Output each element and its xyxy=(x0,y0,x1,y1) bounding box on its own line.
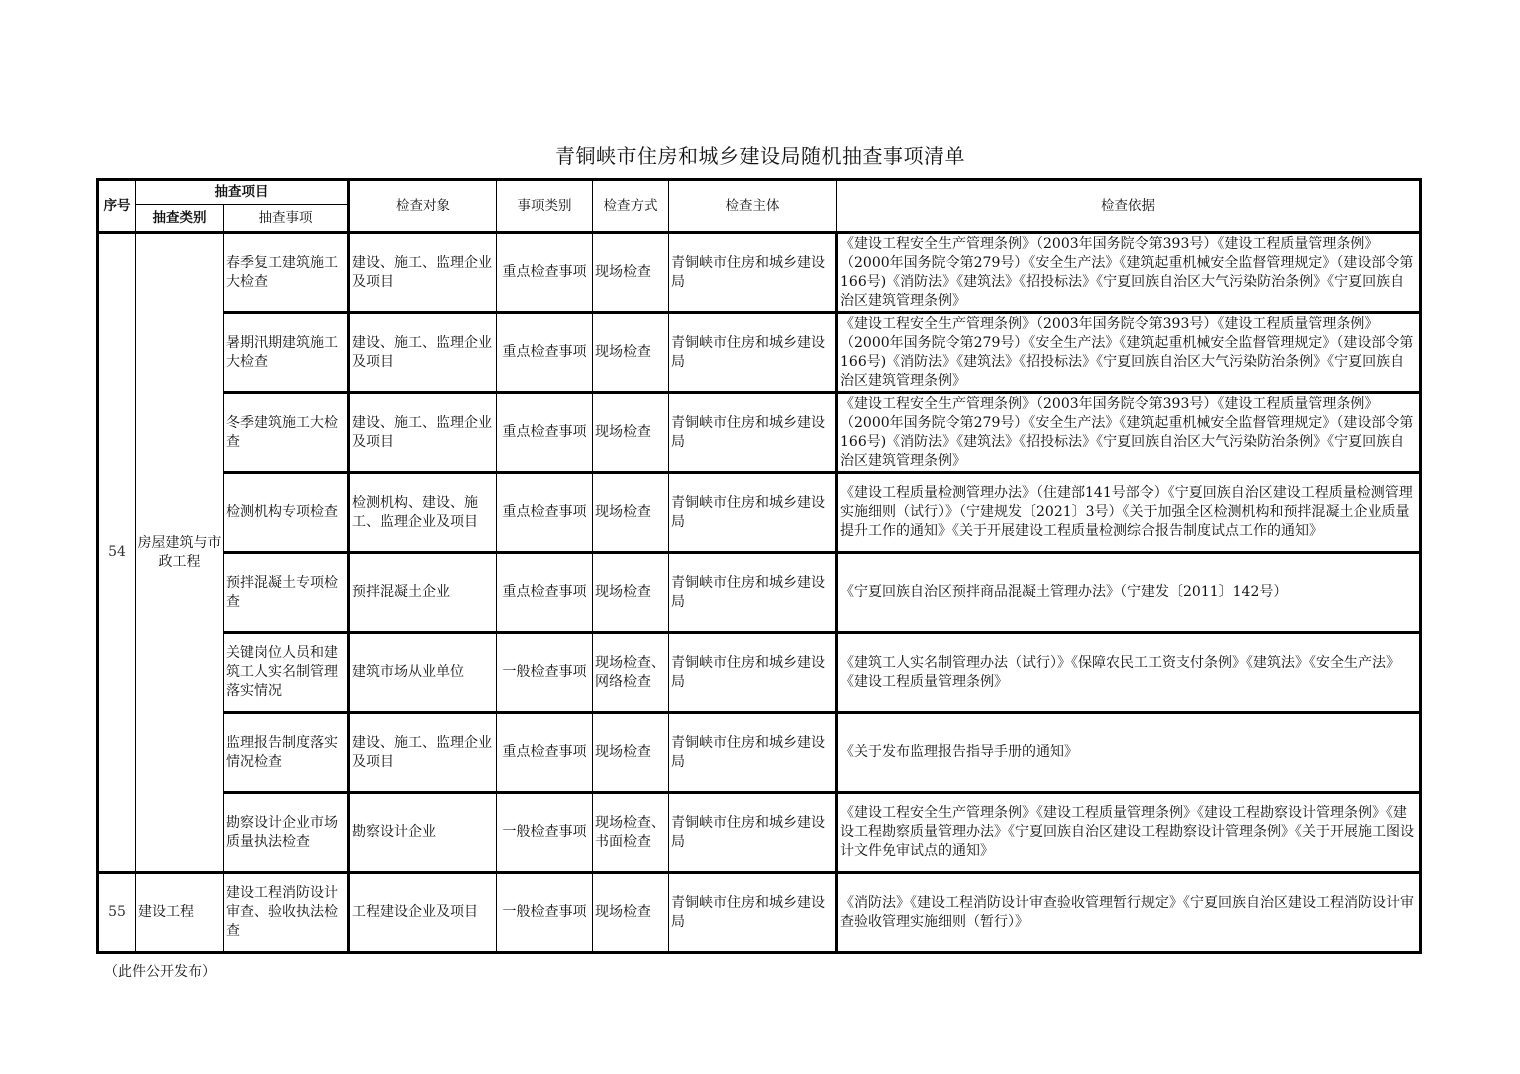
subject-cell: 青铜峡市住房和城乡建设局 xyxy=(669,553,837,633)
type-cell: 重点检查事项 xyxy=(497,553,593,633)
target-cell: 建设、施工、监理企业及项目 xyxy=(349,233,497,313)
target-cell: 建设、施工、监理企业及项目 xyxy=(349,313,497,393)
basis-cell: 《关于发布监理报告指导手册的通知》 xyxy=(837,713,1421,793)
basis-cell: 《消防法》《建设工程消防设计审查验收管理暂行规定》《宁夏回族自治区建设工程消防设计审查验收管理实施细则（暂行）》 xyxy=(837,873,1421,953)
target-cell: 工程建设企业及项目 xyxy=(349,873,497,953)
subject-cell: 青铜峡市住房和城乡建设局 xyxy=(669,633,837,713)
target-cell: 建设、施工、监理企业及项目 xyxy=(349,393,497,473)
item-cell: 建设工程消防设计审查、验收执法检查 xyxy=(224,873,349,953)
type-cell: 一般检查事项 xyxy=(497,793,593,873)
item-cell: 暑期汛期建筑施工大检查 xyxy=(224,313,349,393)
basis-cell: 《建设工程质量检测管理办法》（住建部141号部令）《宁夏回族自治区建设工程质量检测管理实施细则（试行）》（宁建规发〔2021〕3号）《关于加强全区检测机构和预拌混凝土企业质量提升工作的通知》《关于开展建设工程质量检测综合报告制度试点工作的通知》 xyxy=(837,473,1421,553)
basis-cell: 《建设工程安全生产管理条例》《建设工程质量管理条例》《建设工程勘察设计管理条例》《建设工程勘察质量管理办法》《宁夏回族自治区建设工程勘察设计管理条例》《关于开展施工图设计文件免审试点的通知》 xyxy=(837,793,1421,873)
item-cell: 关键岗位人员和建筑工人实名制管理落实情况 xyxy=(224,633,349,713)
header-item-group: 抽查项目 xyxy=(136,180,349,205)
type-cell: 重点检查事项 xyxy=(497,473,593,553)
target-cell: 预拌混凝土企业 xyxy=(349,553,497,633)
inspection-table xyxy=(96,178,1422,954)
category-cell: 房屋建筑与市政工程 xyxy=(136,233,224,873)
method-cell: 现场检查 xyxy=(593,473,669,553)
header-category: 抽查类别 xyxy=(136,205,224,233)
table-row xyxy=(98,713,1421,793)
page-title: 青铜峡市住房和城乡建设局随机抽查事项清单 xyxy=(555,144,965,168)
method-cell: 现场检查 xyxy=(593,553,669,633)
item-cell: 检测机构专项检查 xyxy=(224,473,349,553)
target-cell: 建筑市场从业单位 xyxy=(349,633,497,713)
header-target: 检查对象 xyxy=(349,180,497,233)
table-row xyxy=(98,873,1421,953)
subject-cell: 青铜峡市住房和城乡建设局 xyxy=(669,713,837,793)
target-cell: 勘察设计企业 xyxy=(349,793,497,873)
basis-cell: 《建筑工人实名制管理办法（试行）》《保障农民工工资支付条例》《建筑法》《安全生产法》《建设工程质量管理条例》 xyxy=(837,633,1421,713)
category-cell: 建设工程 xyxy=(136,873,224,953)
target-cell: 检测机构、建设、施工、监理企业及项目 xyxy=(349,473,497,553)
item-cell: 春季复工建筑施工大检查 xyxy=(224,233,349,313)
table-row xyxy=(98,393,1421,473)
subject-cell: 青铜峡市住房和城乡建设局 xyxy=(669,393,837,473)
type-cell: 一般检查事项 xyxy=(497,633,593,713)
item-cell: 勘察设计企业市场质量执法检查 xyxy=(224,793,349,873)
method-cell: 现场检查、书面检查 xyxy=(593,793,669,873)
method-cell: 现场检查 xyxy=(593,713,669,793)
seq-cell: 55 xyxy=(98,873,136,953)
table-row xyxy=(98,313,1421,393)
type-cell: 重点检查事项 xyxy=(497,713,593,793)
item-cell: 预拌混凝土专项检查 xyxy=(224,553,349,633)
method-cell: 现场检查 xyxy=(593,313,669,393)
header-type: 事项类别 xyxy=(497,180,593,233)
seq-cell: 54 xyxy=(98,233,136,873)
type-cell: 一般检查事项 xyxy=(497,873,593,953)
table-row xyxy=(98,553,1421,633)
type-cell: 重点检查事项 xyxy=(497,313,593,393)
header-method: 检查方式 xyxy=(593,180,669,233)
method-cell: 现场检查、网络检查 xyxy=(593,633,669,713)
basis-cell: 《建设工程安全生产管理条例》（2003年国务院令第393号）《建设工程质量管理条例》（2000年国务院令第279号）《安全生产法》《建筑起重机械安全监督管理规定》（建设部令第166号)《消防法》《建筑法》《招投标法》《宁夏回族自治区大气污染防治条例》《宁夏回族自治区建筑管理条例》 xyxy=(837,313,1421,393)
basis-cell: 《建设工程安全生产管理条例》（2003年国务院令第393号）《建设工程质量管理条例》（2000年国务院令第279号）《安全生产法》《建筑起重机械安全监督管理规定》（建设部令第166号)《消防法》《建筑法》《招投标法》《宁夏回族自治区大气污染防治条例》《宁夏回族自治区建筑管理条例》 xyxy=(837,393,1421,473)
table-row xyxy=(98,473,1421,553)
subject-cell: 青铜峡市住房和城乡建设局 xyxy=(669,313,837,393)
subject-cell: 青铜峡市住房和城乡建设局 xyxy=(669,473,837,553)
subject-cell: 青铜峡市住房和城乡建设局 xyxy=(669,793,837,873)
basis-cell: 《宁夏回族自治区预拌商品混凝土管理办法》（宁建发〔2011〕142号） xyxy=(837,553,1421,633)
header-subject: 检查主体 xyxy=(669,180,837,233)
subject-cell: 青铜峡市住房和城乡建设局 xyxy=(669,873,837,953)
table-row xyxy=(98,233,1421,313)
type-cell: 重点检查事项 xyxy=(497,233,593,313)
subject-cell: 青铜峡市住房和城乡建设局 xyxy=(669,233,837,313)
item-cell: 冬季建筑施工大检查 xyxy=(224,393,349,473)
table-row xyxy=(98,793,1421,873)
method-cell: 现场检查 xyxy=(593,393,669,473)
table-row xyxy=(98,633,1421,713)
type-cell: 重点检查事项 xyxy=(497,393,593,473)
basis-cell: 《建设工程安全生产管理条例》（2003年国务院令第393号）《建设工程质量管理条例》（2000年国务院令第279号）《安全生产法》《建筑起重机械安全监督管理规定》（建设部令第166号)《消防法》《建筑法》《招投标法》《宁夏回族自治区大气污染防治条例》《宁夏回族自治区建筑管理条例》 xyxy=(837,233,1421,313)
header-item: 抽查事项 xyxy=(224,205,349,233)
publication-note: （此件公开发布） xyxy=(104,964,216,980)
item-cell: 监理报告制度落实情况检查 xyxy=(224,713,349,793)
header-basis: 检查依据 xyxy=(837,180,1421,233)
target-cell: 建设、施工、监理企业及项目 xyxy=(349,713,497,793)
header-seq: 序号 xyxy=(98,180,136,233)
method-cell: 现场检查 xyxy=(593,873,669,953)
method-cell: 现场检查 xyxy=(593,233,669,313)
